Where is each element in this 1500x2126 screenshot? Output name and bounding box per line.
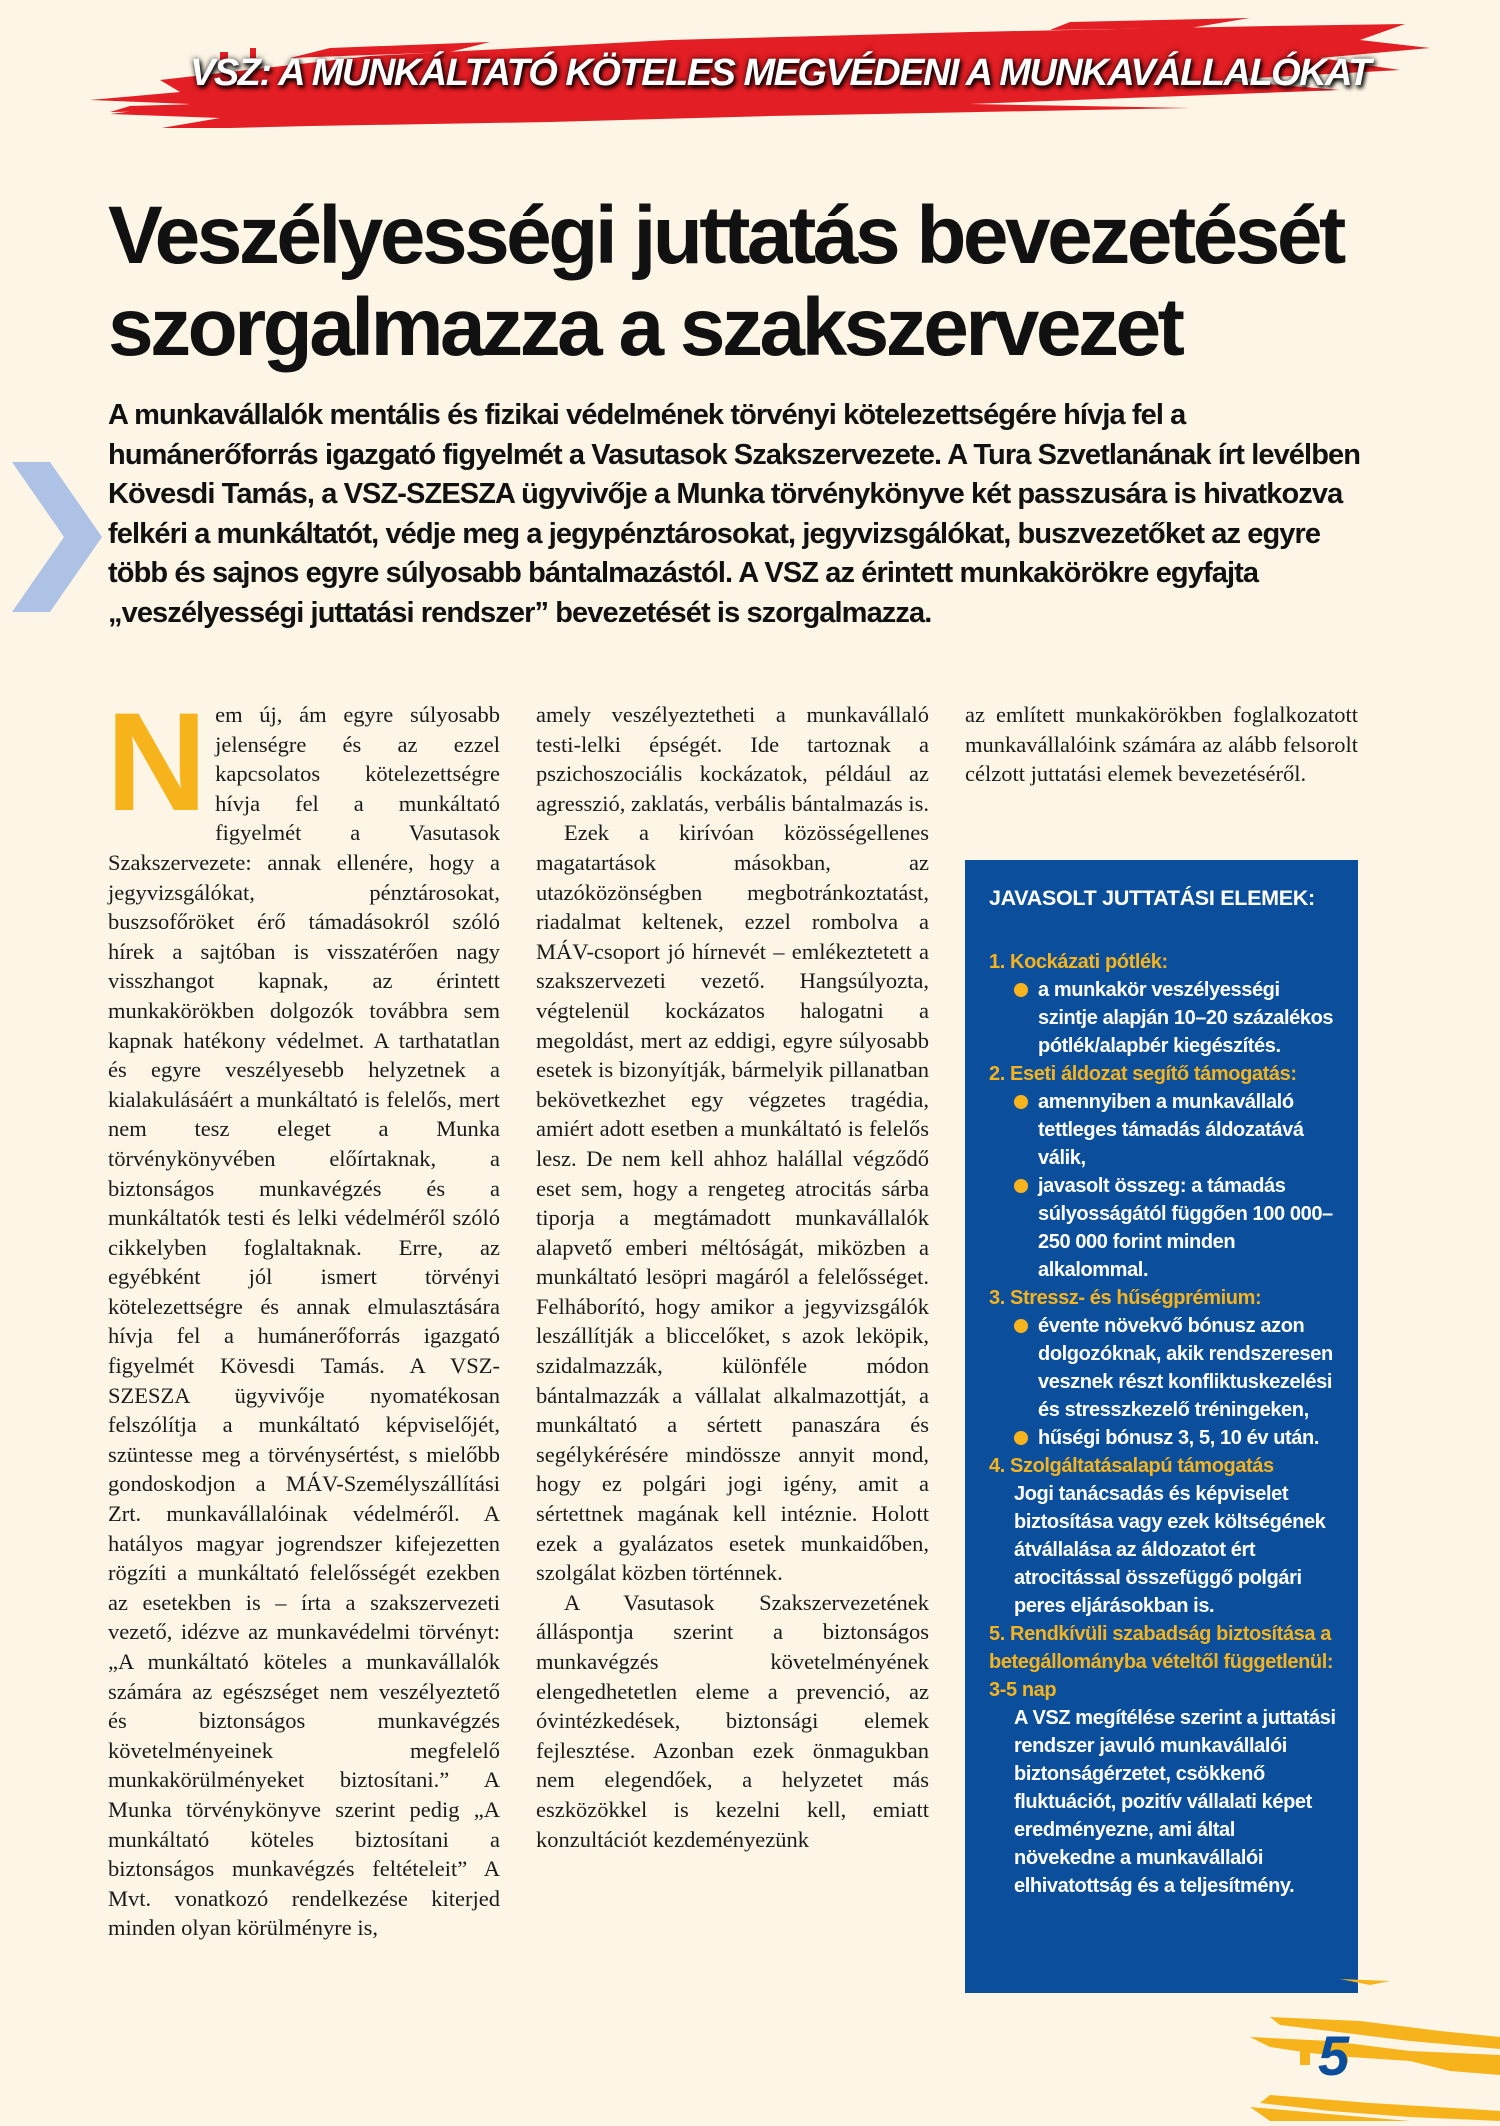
benefit-section-3 (989, 1284, 1338, 1452)
benefit-section-title: 2. Eseti áldozat segítő támogatás: (989, 1063, 1297, 1085)
benefit-bullet (1014, 1424, 1338, 1452)
chevron-right-icon (12, 462, 102, 617)
lead-paragraph: A munkavállalók mentális és fizikai védelmének törvényi kötelezettségére hívja fel a humánerőforrás igazgató figyelmét a Vasutasok Szakszervezete. A Tura Szvetlanának írt levélben Kövesdi Tamás, a VSZ-SZESZA ügyvivője a Munka törvénykönyve két passzusára is hivatkozva felkéri a munkáltatót, védje meg a jegypénztárosokat, jegyvizsgálókat, buszvezetőket az egyre több és sajnos egyre súlyosabb bántalmazástól. A VSZ az érintett munkakörökre egyfajta „veszélyességi juttatási rendszer” bevezetését is szorgalmazza. (108, 399, 1361, 629)
benefit-section-title: 4. Szolgáltatásalapú támogatás (989, 1455, 1274, 1477)
column-2-paragraph-2: Ezek a kirívóan közösségellenes magatartások másokban, az utazóközönségben megbotránkoztatást, riadalmat keltenek, ezzel rombolva a MÁV-csoport jó hírnevét – emlékeztetett a szakszervezeti vezető. Hangsúlyozta, végtelenül kockázatos halogatni a megoldást, mert az eddigi, egyre súlyosabb esetek is bizonyítják, bármelyik pillanatban bekövetkezhet egy végzetes tragédia, amiért adott esetben a munkáltató is felelős lesz. De nem kell ahhoz halállal végződő eset sem, hogy a rengeteg atrocitás sárba tiporja a megtámadott munkavállalók alapvető emberi méltóságát, miközben a munkáltató lesöpri magáról a felelősséget. Felháborító, hogy amikor a jegyvizsgálók leszállítják a bliccelőket, s azok leköpik, szidalmazzák, különféle módon bántalmazzák a vállalat alkalmazottját, a munkáltató a sértett panaszára és segélykérésére mindössze annyit mond, hogy ez polgári jogi igény, amit a sértettnek magának kell intéznie. Holott ezek a gyalázatos esetek munkaidőben, szolgálat közben történnek. (536, 820, 929, 1586)
bullet-dot-icon (1014, 1179, 1028, 1193)
benefit-bullet (1014, 1172, 1338, 1284)
page-number-decoration (1210, 1975, 1500, 2121)
bullet-text: a munkakör veszélyességi szintje alapján 10–20 százalékos pótlék/alapbér kiegészítés. (1038, 979, 1334, 1057)
proposed-benefits-box (965, 860, 1358, 1993)
column-2-paragraph-1: amely veszélyeztetheti a munkavállaló testi-lelki épségét. Ide tartoznak a pszichoszociális kockázatok, például az agresszió, zaklatás, verbális bántalmazás is. (536, 702, 929, 816)
column-3-paragraph-1: az említett munkakörökben foglalkozatott munkavállalóink számára az alább felsorolt célzott juttatási elemek bevezetéséről. (965, 702, 1358, 787)
page-title (108, 190, 1408, 374)
article-column-1 (106, 683, 500, 1943)
benefit-section-4 (989, 1452, 1338, 1620)
banner-title: VSZ: A MUNKÁLTATÓ KÖTELES MEGVÉDENI A MUNKAVÁLLALÓKAT (189, 51, 1371, 94)
benefit-bullet (1014, 976, 1338, 1060)
bullet-text: amennyiben a munkavállaló tettleges támadás áldozatává válik, (1038, 1091, 1304, 1169)
page-number: 5 (1318, 2024, 1350, 2087)
bullet-text: javasolt összeg: a támadás súlyosságától függően 100 000–250 000 forint minden alkalommal. (1038, 1175, 1333, 1281)
benefit-section-title (989, 1620, 1338, 1704)
benefit-section-2 (989, 1060, 1338, 1284)
bullet-dot-icon (1014, 1095, 1028, 1109)
benefit-description: A VSZ megítélése szerint a juttatási rendszer javuló munkavállalói biztonságérzetet, csökkenő fluktuációt, pozitív vállalati képet eredményezne, ami által növekedne a munkavállalói elhivatottság és a teljesítmény. (1014, 1707, 1336, 1897)
headline-line-1: Veszélyességi juttatás bevezetését (108, 190, 1343, 281)
benefit-section-title: 1. Kockázati pótlék: (989, 951, 1168, 973)
section-banner (70, 18, 1430, 128)
bullet-dot-icon (1014, 1431, 1028, 1445)
infobox-title: JAVASOLT JUTTATÁSI ELEMEK: (989, 886, 1315, 910)
yellow-brush-stroke-decoration (1210, 1975, 1500, 2121)
drop-cap: N (106, 683, 208, 840)
column-1-paragraph-1: em új, ám egyre súlyosabb jelenségre és az ezzel kapcsolatos kötelezettségre hívja fel a munkáltató figyelmét a Vasutasok Szakszervezete: annak ellenére, hogy a jegyvizsgálókat, pénztárosokat, buszsofőröket érő támadásokról szóló hírek a sajtóban is visszatérően nagy visszhangot kapnak, az érintett munkakörökben dolgozók továbbra sem kapnak hatékony védelmet. A tarthatatlan és egyre veszélyesebb helyzetnek a kialakulásáért a munkáltató is felelős, mert nem tesz eleget a Munka törvénykönyvében előírtaknak, a biztonságos munkavégzés és a munkáltatók testi és lelki védelméről szóló cikkelyben foglaltaknak. Erre, az egyébként jól ismert törvényi kötelezettségre és annak elmulasztására hívja fel a humánerőforrás igazgató figyelmét Kövesdi Tamás. A VSZ-SZESZA ügyvivője nyomatékosan felszólítja a munkáltató képviselőjét, szüntesse meg a törvénysértést, s mielőbb gondoskodjon a MÁV-Személyszállítási Zrt. munkavállalóinak védelméről. A hatályos magyar jogrendszer kifejezetten rögzíti a munkáltató felelősségét ezekben az esetekben is – írta a szakszervezeti vezető, idézve az munkavédelmi törvényt: „A munkáltató köteles a munkavállalók számára az egészséget nem veszélyeztető és biztonságos munkavégzés követelményeinek megfelelő munkakörülményeket biztosítani.” A Munka törvénykönyve szerint pedig „A munkáltató köteles biztosítani a biztonságos munkavégzés feltételeit” A Mvt. vonatkozó rendelkezése kiterjed minden olyan körülményre is, (108, 702, 500, 1941)
benefit-section-title-text: 5. Rendkívüli szabadság biztosítása a betegállományba vételtől függetlenül: 3-5 nap (989, 1623, 1334, 1701)
benefit-bullet (1014, 1312, 1338, 1424)
column-2-paragraph-3: A Vasutasok Szakszervezetének álláspontja szerint a biztonságos munkavégzés követelményének elengedhetetlen eleme a prevenció, az óvintézkedések, biztonsági elemek fejlesztése. Azonban ezek önmagukban nem elegendőek, a helyzetet más eszközökkel is kezelni kell, emiatt konzultációt kezdeményezünk (536, 1589, 929, 1852)
benefit-section-5 (989, 1620, 1338, 1900)
bullet-dot-icon (1014, 1319, 1028, 1333)
article-column-3 (965, 700, 1358, 789)
benefit-bullet (1014, 1088, 1338, 1172)
benefit-section-title: 3. Stressz- és hűségprémium: (989, 1287, 1262, 1309)
bullet-dot-icon (1014, 983, 1028, 997)
bullet-text: hűségi bónusz 3, 5, 10 év után. (1038, 1427, 1320, 1449)
benefit-section-1 (989, 948, 1338, 1060)
benefit-description: Jogi tanácsadás és képviselet biztosítása vagy ezek költségének átvállalása az áldozatot ért atrocitással összefüggő polgári peres eljárásokban is. (1014, 1483, 1326, 1617)
bullet-text: évente növekvő bónusz azon dolgozóknak, akik rendszeresen vesznek részt konfliktuskezelési és stresszkezelő tréningeken, (1038, 1315, 1333, 1421)
headline-line-2: szorgalmazza a szakszervezet (108, 282, 1182, 373)
article-column-2 (536, 700, 929, 1854)
